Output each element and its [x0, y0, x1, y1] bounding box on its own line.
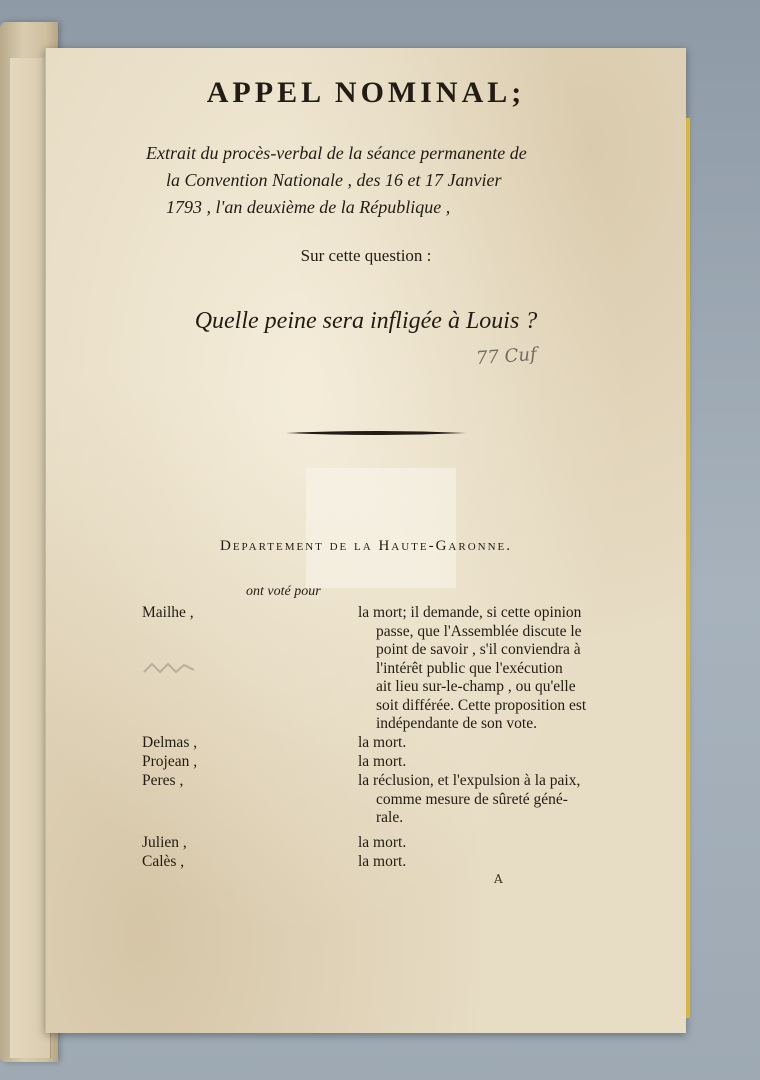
- verdict-line: soit différée. Cette proposition est: [376, 696, 587, 714]
- verdict: [358, 853, 628, 872]
- verdict: [358, 772, 628, 828]
- verdict-line: la réclusion, et l'expulsion à la paix,: [358, 772, 581, 789]
- verdict: [358, 734, 628, 753]
- verdict-line: passe, que l'Assemblée discute le: [376, 622, 582, 640]
- question: Quelle peine sera infligée à Louis ?: [194, 308, 538, 334]
- deputy-name: Mailhe ,: [142, 604, 194, 621]
- verdict-line: la mort.: [358, 853, 407, 870]
- verdict-line: la mort; il demande, si cette opinion: [358, 604, 582, 621]
- handwritten-annotation: 77 Cuf: [475, 343, 538, 370]
- verdict-line: ait lieu sur-le-champ , ou qu'elle: [376, 678, 576, 695]
- faint-pencil-mark: [142, 660, 198, 676]
- extract-paragraph: [146, 140, 626, 221]
- verdict-line: la mort.: [358, 734, 407, 751]
- ornamental-rule: [286, 430, 466, 436]
- document-title: APPEL NOMINAL;: [206, 76, 526, 109]
- deputy-name: Delmas ,: [142, 734, 198, 751]
- catchword: A: [494, 872, 503, 886]
- verdict-line: la mort.: [358, 753, 407, 770]
- deputy-name: Projean ,: [142, 753, 198, 770]
- verdict: [358, 604, 628, 734]
- deputy-name: Calès ,: [142, 853, 185, 870]
- deputy-name: Peres ,: [142, 772, 184, 789]
- deputy-name: Julien ,: [142, 834, 187, 851]
- extract-line: la Convention Nationale , des 16 et 17 Janvier: [166, 170, 502, 190]
- verdict-line: l'intérêt public que l'exécution: [376, 659, 563, 677]
- question-lead: Sur cette question :: [300, 246, 432, 265]
- column-heading: ont voté pour: [246, 584, 321, 599]
- extract-line: 1793 , l'an deuxième de la République ,: [166, 197, 451, 217]
- faded-stamp: [306, 468, 456, 588]
- verdict-line: la mort.: [358, 834, 407, 851]
- book-page: [45, 48, 686, 1033]
- verdict: [358, 834, 628, 853]
- extract-line: Extrait du procès-verbal de la séance permanente de: [146, 143, 527, 163]
- verdict-line: indépendante de son vote.: [376, 715, 537, 732]
- verdict: [358, 753, 628, 772]
- verdict-line: comme mesure de sûreté géné-: [376, 790, 568, 808]
- department-heading: Departement de la Haute-Garonne.: [219, 538, 513, 554]
- gilt-page-edge: [686, 118, 690, 1018]
- verdict-line: point de savoir , s'il conviendra à: [376, 641, 581, 658]
- verdict-line: rale.: [376, 809, 404, 826]
